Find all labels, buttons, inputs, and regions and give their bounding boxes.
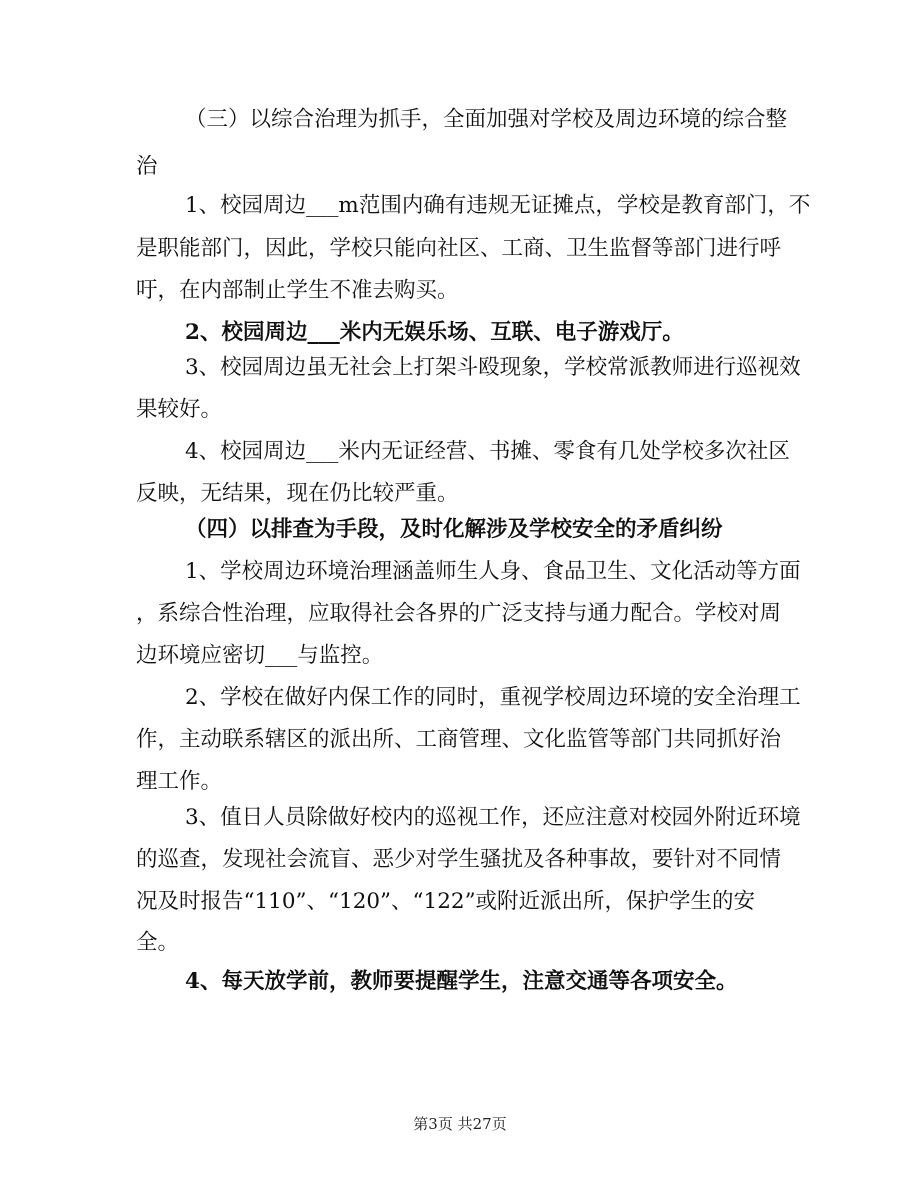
line-12: 1、学校周边环境治理涵盖师生人身、食品卫生、文化活动等方面 xyxy=(185,559,801,584)
page-footer: 第3页 共27页 xyxy=(413,1115,507,1133)
line-14: 边环境应密切___与监控。 xyxy=(136,643,384,668)
line-7: 3、校园周边虽无社会上打架斗殴现象，学校常派教师进行巡视效 xyxy=(185,355,801,380)
line-1: （三）以综合治理为抓手，全面加强对学校及周边环境的综合整 xyxy=(185,107,788,132)
line-3: 1、校园周边___m范围内确有违规无证摊点，学校是教育部门，不 xyxy=(185,193,811,218)
line-18: 3、值日人员除做好校内的巡视工作，还应注意对校园外附近环境 xyxy=(185,805,801,830)
line-20: 况及时报告“110”、“120”、“122”或附近派出所，保护学生的安 xyxy=(136,889,756,914)
line-17: 理工作。 xyxy=(136,769,223,794)
line-11: （四）以排查为手段，及时化解涉及学校安全的矛盾纠纷 xyxy=(185,517,723,542)
line-22: 4、每天放学前，教师要提醒学生，注意交通等各项安全。 xyxy=(185,969,738,994)
line-10: 反映，无结果，现在仍比较严重。 xyxy=(136,481,459,506)
line-15: 2、学校在做好内保工作的同时，重视学校周边环境的安全治理工 xyxy=(185,685,801,710)
line-19: 的巡查，发现社会流盲、恶少对学生骚扰及各种事故，要针对不同情 xyxy=(136,847,782,872)
line-16: 作，主动联系辖区的派出所、工商管理、文化监管等部门共同抓好治 xyxy=(136,727,782,752)
line-9: 4、校园周边___米内无证经营、书摊、零食有几处学校多次社区 xyxy=(185,439,790,464)
line-5: 吁，在内部制止学生不准去购买。 xyxy=(136,278,459,303)
line-8: 果较好。 xyxy=(136,397,223,422)
line-2: 治 xyxy=(136,154,158,179)
line-21: 全。 xyxy=(136,930,180,955)
line-13: ，系综合性治理，应取得社会各界的广泛支持与通力配合。学校对周 xyxy=(136,601,782,626)
line-4: 是职能部门，因此，学校只能向社区、工商、卫生监督等部门进行呼 xyxy=(136,236,782,261)
line-6: 2、校园周边___米内无娱乐场、互联、电子游戏厅。 xyxy=(185,320,684,345)
